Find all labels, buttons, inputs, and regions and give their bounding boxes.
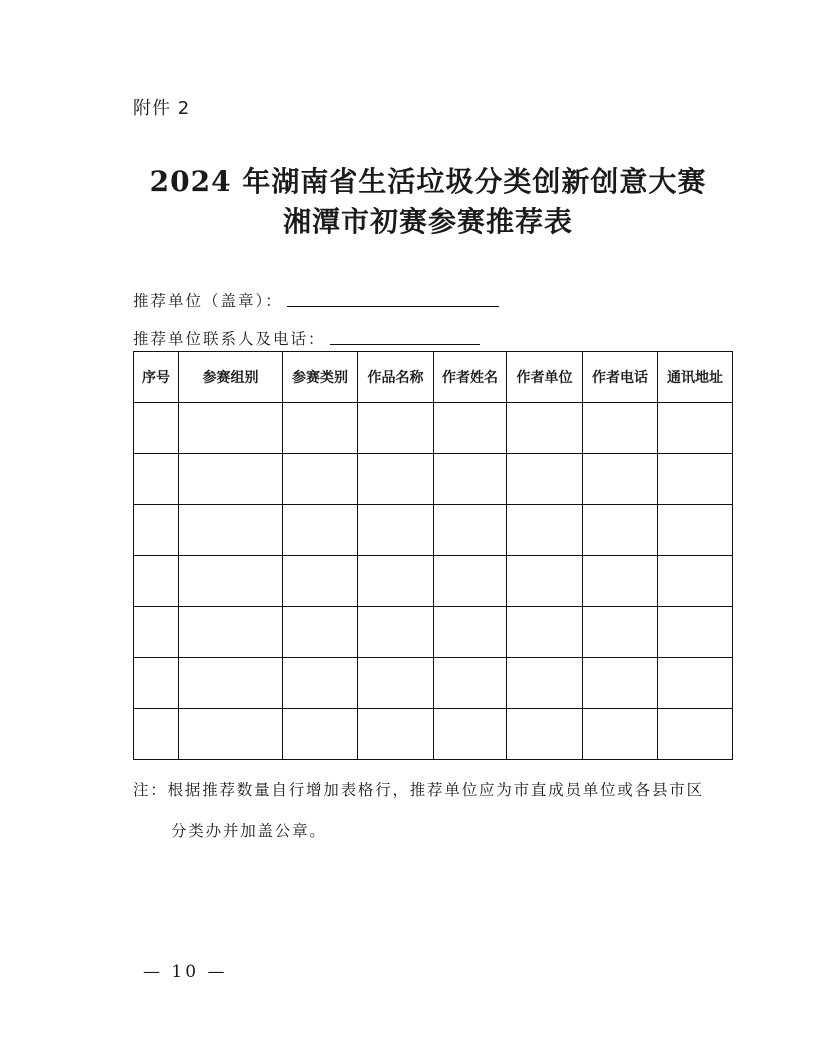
- table-cell[interactable]: [134, 658, 179, 709]
- column-header: 作者单位: [507, 352, 583, 403]
- table-cell[interactable]: [283, 607, 358, 658]
- column-header: 序号: [134, 352, 179, 403]
- table-cell[interactable]: [507, 658, 583, 709]
- table-cell[interactable]: [434, 403, 507, 454]
- table-row: [134, 403, 733, 454]
- column-header: 作品名称: [358, 352, 434, 403]
- table-cell[interactable]: [179, 454, 283, 505]
- table-cell[interactable]: [507, 403, 583, 454]
- table-cell[interactable]: [283, 403, 358, 454]
- table-cell[interactable]: [507, 505, 583, 556]
- table-cell[interactable]: [358, 556, 434, 607]
- table-cell[interactable]: [507, 709, 583, 760]
- recommendation-table: [133, 351, 733, 760]
- table-cell[interactable]: [658, 505, 733, 556]
- table-cell[interactable]: [434, 556, 507, 607]
- table-body: [134, 403, 733, 760]
- table-row: [134, 607, 733, 658]
- contact-label: 推荐单位联系人及电话：: [133, 330, 326, 348]
- table-cell[interactable]: [583, 454, 658, 505]
- table-cell[interactable]: [134, 709, 179, 760]
- column-header: 作者姓名: [434, 352, 507, 403]
- recommending-unit-field: [133, 289, 499, 311]
- contact-field: [133, 327, 480, 349]
- table-cell[interactable]: [283, 505, 358, 556]
- table-row: [134, 658, 733, 709]
- table-row: [134, 454, 733, 505]
- table-row: [134, 556, 733, 607]
- footnote-line-2: 分类办并加盖公章。: [171, 822, 327, 840]
- table-cell[interactable]: [507, 556, 583, 607]
- footnote-line-1: 注：根据推荐数量自行增加表格行，推荐单位应为市直成员单位或各县市区: [133, 781, 704, 799]
- table-cell[interactable]: [358, 403, 434, 454]
- table-cell[interactable]: [658, 556, 733, 607]
- table-cell[interactable]: [358, 454, 434, 505]
- document-title-line-1: 2024 年湖南省生活垃圾分类创新创意大赛: [149, 165, 707, 198]
- table-cell[interactable]: [179, 658, 283, 709]
- column-header: 通讯地址: [658, 352, 733, 403]
- table-cell[interactable]: [583, 556, 658, 607]
- table-cell[interactable]: [507, 607, 583, 658]
- table-cell[interactable]: [434, 709, 507, 760]
- table-cell[interactable]: [134, 454, 179, 505]
- table-cell[interactable]: [134, 556, 179, 607]
- table-cell[interactable]: [283, 658, 358, 709]
- table-cell[interactable]: [134, 505, 179, 556]
- table-cell[interactable]: [583, 403, 658, 454]
- table-cell[interactable]: [583, 607, 658, 658]
- table-cell[interactable]: [358, 607, 434, 658]
- table-cell[interactable]: [507, 454, 583, 505]
- table-cell[interactable]: [583, 505, 658, 556]
- column-header: 作者电话: [583, 352, 658, 403]
- attachment-label: 附件 2: [133, 98, 191, 119]
- table-cell[interactable]: [179, 607, 283, 658]
- table-cell[interactable]: [283, 709, 358, 760]
- table-cell[interactable]: [658, 403, 733, 454]
- table-cell[interactable]: [179, 709, 283, 760]
- document-title-line-2: 湘潭市初赛参赛推荐表: [282, 205, 573, 238]
- table-row: [134, 505, 733, 556]
- table-cell[interactable]: [434, 505, 507, 556]
- recommending-unit-label: 推荐单位（盖章）：: [133, 292, 283, 310]
- table-cell[interactable]: [179, 505, 283, 556]
- table-cell[interactable]: [434, 658, 507, 709]
- table-cell[interactable]: [358, 658, 434, 709]
- page-number: — 10 —: [143, 962, 228, 982]
- table-cell[interactable]: [658, 658, 733, 709]
- table-cell[interactable]: [434, 454, 507, 505]
- table-cell[interactable]: [179, 556, 283, 607]
- table-cell[interactable]: [583, 709, 658, 760]
- table-cell[interactable]: [358, 709, 434, 760]
- table-cell[interactable]: [658, 709, 733, 760]
- table-cell[interactable]: [434, 607, 507, 658]
- table-cell[interactable]: [134, 403, 179, 454]
- contact-blank[interactable]: [330, 343, 480, 345]
- table-header-row: [134, 352, 733, 403]
- column-header: 参赛组别: [179, 352, 283, 403]
- table-row: [134, 709, 733, 760]
- table-cell[interactable]: [583, 658, 658, 709]
- table-cell[interactable]: [358, 505, 434, 556]
- table-cell[interactable]: [283, 454, 358, 505]
- table-cell[interactable]: [283, 556, 358, 607]
- table-cell[interactable]: [658, 454, 733, 505]
- column-header: 参赛类别: [283, 352, 358, 403]
- table-cell[interactable]: [179, 403, 283, 454]
- recommending-unit-blank[interactable]: [287, 305, 499, 307]
- table-cell[interactable]: [658, 607, 733, 658]
- table-cell[interactable]: [134, 607, 179, 658]
